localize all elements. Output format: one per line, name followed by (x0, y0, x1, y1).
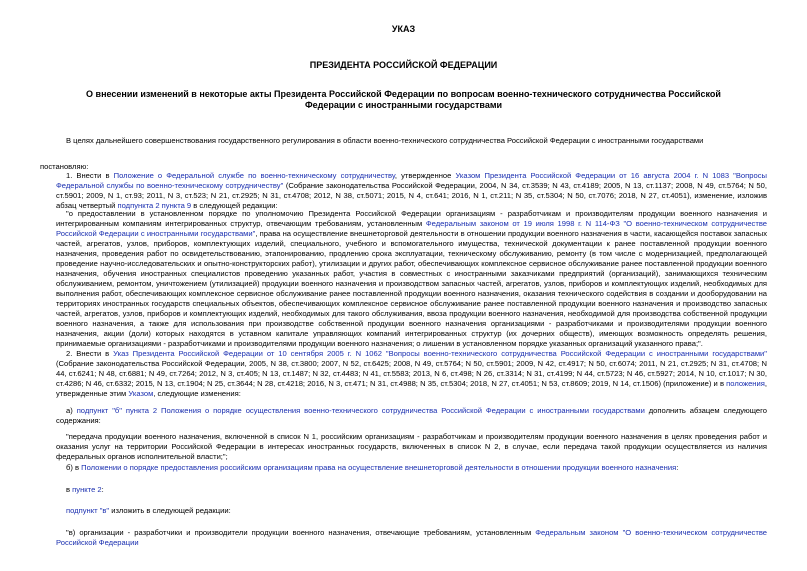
issuer: ПРЕЗИДЕНТА РОССИЙСКОЙ ФЕДЕРАЦИИ (309, 60, 498, 70)
link-regulations[interactable]: положения (726, 379, 765, 388)
link-regulation-fsvts[interactable]: Положение о Федеральной службе по военно-техническому сотрудничеству (113, 171, 395, 180)
link-decree-1062[interactable]: Указ Президента Российской Федерации от 10 сентября 2005 г. N 1062 "Вопросы военно-технического сотрудничества Российской Федерации с иностранными государствами" (113, 349, 767, 358)
subpoint-v-line: подпункт "в" изложить в следующей редакции: (66, 506, 231, 515)
point-2-line: в пункте 2: (66, 485, 104, 494)
sub-item-b: б) в Положении о порядке предоставления российским организациям права на осуществление внешнеторговой деятельности в отношении продукции военного назначения: (66, 463, 679, 472)
doc-type: УКАЗ (391, 24, 416, 34)
quote-2: "передача продукции военного назначения, включенной в список N 1, российским организациям - разработчикам и производителям продукции военного назначения в целях проведения работ и оказания услуг на территории Российской Федерации в интересах иностранных государств, включенных в список N 2, в случае, если передача такой продукции осуществляется из наличия федеральных органов исполнительной власти;"; (56, 432, 767, 461)
doc-title: О внесении изменений в некоторые акты Президента Российской Федерации по вопросам военно-технического сотрудничества Российской Федерации с иностранными государствами (86, 89, 721, 110)
link-federal-law-vts[interactable]: Федеральным законом "О военно-техническом сотрудничестве Российской Федерации (56, 528, 767, 547)
link-subpoint-v[interactable]: подпункт "в" (66, 506, 110, 515)
decree-word: постановляю: (40, 162, 89, 171)
quote-1: "о предоставлении в установленном порядке по уполномочию Президента Российской Федерации организациям - разработчикам и производителям продукции военного назначения и интегрированным компаниям интегрированных структур, отвечающим требованиям, установленным Федеральным законом от 19 июля 1998 г. N 114-ФЗ "О военно-техническом сотрудничестве Российской Федерации с иностранными государствами", права на осуществление внешнеторговой деятельности в отношении продукции военного назначения в части, касающейся поставок запасных частей, агрегатов, узлов, приборов, комплектующих изделий, специального, учебного и вспомогательного имущества, технической документации к ранее поставленной продукции военного назначения, проведения работ по освидетельствованию, этапонированию, продлению срока эксплуатации, техническому обслуживанию, ремонту (в том числе с модернизацией, предполагающей проведение научно-исследовательских и опытно-конструкторских работ), утилизации и других работ, обеспечивающих комплексное сервисное обслуживание ранее поставленной продукции военного назначения, обучения иностранных специалистов проведению указанных работ, участия в совместных с иностранными заказчиками предприятий (организаций), занимающихся техническим обслуживанием, ремонтом, уничтожением (утилизацией) продукции военного назначения и производством запасных частей, агрегатов, узлов, приборов и комплектующих изделий, необходимых для выполнения работ, обеспечивающих комплексное сервисное обслуживание ранее поставленной продукции военного назначения, оказания технического содействия в создании и дооборудовании на территориях иностранных государств специальных объектов, обеспечивающих комплексное сервисное обслуживание ранее поставленной продукции военного назначения и производство запасных частей, агрегатов, узлов, приборов и комплектующих изделий, необходимых для такого обслуживания, ввоза продукции военного назначения, необходимой для производства собственной продукции военного назначения, а также для использования при производстве собственной продукции военного назначения организациями - разработчиками и производителями продукции военного назначения, акции (доли) которых находятся в уставном капитале управляющих компаний интегрированных структур (их дочерних обществ), имеющих возможность определять решения, принимаемые организациями - разработчиками и производителями продукции военного назначения; о лишении в установленном порядке указанных организаций указанного права;". (56, 209, 768, 348)
link-subpoint-b-point-2[interactable]: подпункт "б" пункта 2 Положения о порядке осуществления военно-технического сотрудничества Российской Федерации с иностранными государствами (76, 406, 645, 415)
link-regulation-rights[interactable]: Положении о порядке предоставления российским организациям права на осуществление внешнеторговой деятельности в отношении продукции военного назначения (81, 463, 677, 472)
quote-3: "в) организации - разработчики и производители продукции военного назначения, отвечающие требованиям, установленным Федеральным законом "О военно-техническом сотрудничестве Российской Федерации (56, 528, 767, 547)
link-decree[interactable]: Указом (128, 389, 154, 398)
link-point-2[interactable]: пункте 2 (72, 485, 102, 494)
item-2: 2. Внести в Указ Президента Российской Федерации от 10 сентября 2005 г. N 1062 "Вопросы военно-технического сотрудничества Российской Федерации с иностранными государствами" (Собрание законодательства Российской Федерации, 2005, N 38, ст.3800; 2007, N 52, ст.6425; 2008, N 49, ст.5764; N 50, ст.5901; 2009, N 42, ст.4917; N 50, ст.6074; 2011, N 21, ст.2925; N 31, ст.4708; N 44, ст.6241; N 48, ст.6881; N 49, ст.7264; 2012, N 3, ст.405; N 13, ст.1487; N 32, ст.4483; N 41, ст.5583; 2013, N 6, ст.498; N 26, ст.3314; N 31, ст.4199; N 44, ст.5723; N 46, ст.5927; 2014, N 10, ст.1017; N 30, ст.4286; N 46, ст.6332; 2015, N 13, ст.1904; N 25, ст.3644; N 28, ст.4218; 2016, N 3, ст.471; N 31, ст.4988; N 35, ст.5304; 2018, N 27, ст.4051; N 53, ст.8609; 2019, N 14, ст.1506) (приложение) и в положения, утвержденные этим Указом, следующие изменения: (56, 349, 767, 398)
link-subpoint-2-point-9[interactable]: подпункта 2 пункта 9 (117, 201, 192, 210)
sub-item-a: а) подпункт "б" пункта 2 Положения о порядке осуществления военно-технического сотрудничества Российской Федерации с иностранными государствами дополнить абзацем следующего содержания: (56, 406, 767, 425)
link-decree-1083[interactable]: Указом Президента Российской Федерации от 16 августа 2004 г. N 1083 "Вопросы Федеральной службы по военно-техническому сотрудничеству" (56, 171, 767, 190)
preamble: В целях дальнейшего совершенствования государственного регулирования в области военно-технического сотрудничества Российской Федерации с иностранными государствами (66, 136, 704, 145)
item-1: 1. Внести в Положение о Федеральной службе по военно-техническому сотрудничеству, утвержденное Указом Президента Российской Федерации от 16 августа 2004 г. N 1083 "Вопросы Федеральной службы по военно-техническому сотрудничеству" (Собрание законодательства Российской Федерации, 2004, N 34, ст.3539; N 43, ст.4189; 2005, N 13, ст.1137; 2008, N 49, ст.5764; N 50, ст.5901; 2009, N 1, ст.93; 2011, N 3, ст.523; N 21, ст.2925; N 31, ст.4708; 2012, N 38, ст.5071; 2015, N 4, ст.641; 2016, N 1, ст.211; N 35, ст.5304; N 50, ст.7076; 2018, N 27, ст.4051), изменение, изложив абзац четвертый подпункта 2 пункта 9 в следующей редакции: (56, 171, 767, 210)
link-federal-law-114[interactable]: Федеральным законом от 19 июля 1998 г. N 114-ФЗ "О военно-техническом сотрудничестве Российской Федерации с иностранными государствами" (56, 219, 767, 238)
